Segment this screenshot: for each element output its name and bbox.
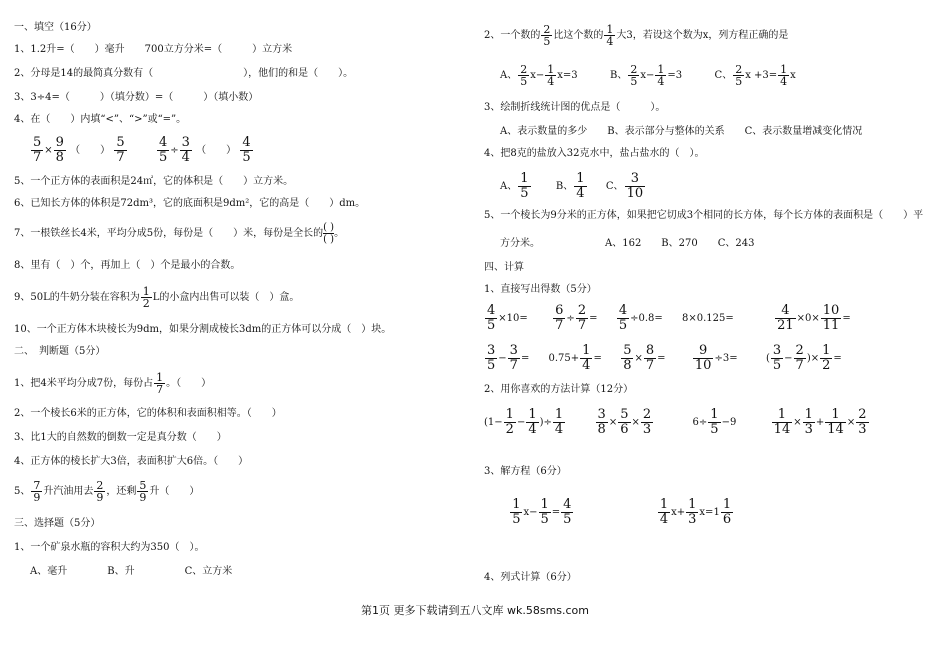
choice-q1-options: A、毫升 B、升 C、立方米 [30,566,233,577]
fraction: $\frac{3}{10}$ [626,171,644,201]
fraction: $\frac{3}{7}$ [509,343,518,373]
fill-q4-compare-row: $\frac{5}{7}$ × $\frac{9}{8}$ （ ） $\frac{5}{7}$ $\frac{4}{5}$ ÷ $\frac{3}{4}$ （ ） $\frac{4}{5}$ [33,135,251,165]
fraction: $\frac{1}{4}$ [606,23,614,48]
fraction: $\frac{2}{5}$ [630,63,638,88]
calc-k1-row2: $\frac{3}{5}$ − $\frac{3}{7}$ = 0.75+ $\frac{1}{4}$ = $\frac{5}{8}$ × $\frac{8}{7}$ = $\frac{9}{10}$ ÷3= ( $\frac{3}{5}$ − $\frac{2}{7}$ )× $\frac{1}{2}$ = [487,343,842,373]
fraction: $\frac{2}{5}$ [520,63,528,88]
fraction: $\frac{1}{4}$ [554,407,564,437]
fill-q8: 8、里有（ ）个，再加上（ ）个是最小的合数。 [14,260,241,271]
fraction: $\frac{5}{8}$ [623,343,632,373]
fraction: $\frac{1}{4}$ [547,63,555,88]
fraction: $\frac{2}{3}$ [858,407,867,437]
section-choice-title: 三、选择题（5分） [14,518,101,529]
fraction: $\frac{7}{9}$ [33,479,41,504]
fraction: $\frac{3}{4}$ [181,135,190,165]
section-calc-title: 四、计算 [484,262,524,273]
judge-q3: 3、比1大的自然数的倒数一定是真分数（ ） [14,432,227,443]
fraction: $\frac{10}{11}$ [822,303,840,333]
calc-k2-row: (1− $\frac{1}{2}$ − $\frac{1}{4}$ )÷ $\frac{1}{4}$ $\frac{3}{8}$ × $\frac{5}{6}$ × $\frac{2}{3}$ 6÷ $\frac{1}{5}$ −9 $\frac{1}{14}$ × $\frac{1}{3}$ + $\frac{1}{14}$ × $\frac{2}{3}$ [484,407,867,437]
section-fill-blank-title: 一、填空（16分） [14,22,97,33]
fraction: $\frac{9}{10}$ [694,343,712,373]
fraction: $\frac{1}{7}$ [156,371,164,396]
fraction: $\frac{1}{2}$ [822,343,831,373]
fraction: $\frac{2}{5}$ [543,23,551,48]
fraction: $\frac{4}{5}$ [487,303,496,333]
fraction: $\frac{1}{4}$ [576,171,585,201]
fraction: $\frac{1}{5}$ [710,407,719,437]
fraction: $\frac{4}{5}$ [242,135,251,165]
choice-q3: 3、绘制折线统计图的优点是（ ）。 [484,102,666,113]
fraction: $\frac{9}{8}$ [55,135,64,165]
judge-q5: 5、 $\frac{7}{9}$ 升汽油用去 $\frac{2}{9}$ ，还剩 $\frac{5}{9}$ 升（ ） [14,479,200,504]
choice-q2-options: A、 $\frac{2}{5}$ x− $\frac{1}{4}$ x=3 B、 $\frac{2}{5}$ x− $\frac{1}{4}$ =3 C、 $\frac{2}{5}$ x +3= $\frac{1}{4}$ x [500,63,796,88]
fraction: $\frac{4}{5}$ [563,497,572,527]
calc-k4: 4、列式计算（6分） [484,572,577,583]
fill-q7: 7、一根铁丝长4米，平均分成5份，每份是（ ）米，每份是全长的 $\frac{( )}{( )}$ 。 [14,222,345,245]
fraction: $\frac{2}{5}$ [735,63,743,88]
choice-q1: 1、一个矿泉水瓶的容积大约为350（ ）。 [14,542,205,553]
fraction: $\frac{1}{4}$ [780,63,788,88]
fraction: $\frac{3}{5}$ [487,343,496,373]
calc-k3: 3、解方程（6分） [484,466,567,477]
fraction: $\frac{2}{9}$ [96,479,104,504]
fill-q2: 2、分母是14的最简真分数有（ ），他们的和是（ ）。 [14,68,354,79]
fraction: $\frac{1}{5}$ [512,497,521,527]
fill-q9: 9、50L的牛奶分装在容积为 $\frac{1}{2}$ L的小盒内出售可以装（ ）盒。 [14,285,300,310]
fraction: $\frac{5}{6}$ [620,407,629,437]
fraction: $\frac{1}{6}$ [722,497,732,527]
calc-k2: 2、用你喜欢的方法计算（12分） [484,384,634,395]
fraction: $\frac{1}{4}$ [582,343,591,373]
judge-q2: 2、一个棱长6米的正方体，它的体积和表面积相等。（ ） [14,408,282,419]
choice-q5: 5、一个棱长为9分米的正方体，如果把它切成3个相同的长方体，每个长方体的表面积是（ ）平 [484,210,924,221]
fraction: $\frac{1}{3}$ [688,497,697,527]
fraction: $\frac{1}{2}$ [142,285,150,310]
judge-q1: 1、把4米平均分成7份，每份占 $\frac{1}{7}$ 。（ ） [14,371,212,396]
fraction: $\frac{6}{7}$ [555,303,564,333]
fraction-blank: $\frac{( )}{( )}$ [323,222,335,245]
choice-q4: 4、把8克的盐放入32克水中，盐占盐水的（ ）。 [484,148,705,159]
calc-k1: 1、直接写出得数（5分） [484,284,597,295]
fraction: $\frac{1}{5}$ [520,171,529,201]
fraction: $\frac{1}{14}$ [773,407,791,437]
fraction: $\frac{2}{7}$ [795,343,804,373]
fraction: $\frac{1}{4}$ [659,497,669,527]
fill-q5: 5、一个正方体的表面积是24㎡，它的体积是（ ）立方米。 [14,176,294,187]
choice-q2: 2、一个数的 $\frac{2}{5}$ 比这个数的 $\frac{1}{4}$ 大3，若设这个数为x，列方程正确的是 [484,23,789,48]
fraction: $\frac{1}{3}$ [804,407,813,437]
fill-q1: 1、1.2升=（ ）毫升 700立方分米=（ ）立方米 [14,44,293,55]
fraction: $\frac{4}{21}$ [777,303,794,333]
fill-q6: 6、已知长方体的体积是72dm³，它的底面积是9dm²，它的高是（ ）dm。 [14,198,366,209]
fraction: $\frac{5}{7}$ [116,135,125,165]
fraction: $\frac{5}{7}$ [33,135,42,165]
fill-q4: 4、在（ ）内填“<”、“>”或“=”。 [14,114,187,125]
fraction: $\frac{3}{8}$ [597,407,606,437]
fill-q3: 3、3÷4=（ ）（填分数）=（ ）（填小数） [14,92,259,103]
fill-q10: 10、一个正方体木块棱长为9dm，如果分割成棱长3dm的正方体可以分成（ ）块。 [14,324,392,335]
fraction: $\frac{1}{2}$ [505,407,514,437]
choice-q4-options: A、 $\frac{1}{5}$ B、 $\frac{1}{4}$ C、 $\frac{3}{10}$ [500,171,644,201]
page-footer: 第1页 更多下载请到五八文库 wk.58sms.com [360,604,590,617]
fraction: $\frac{4}{5}$ [158,135,168,165]
fraction: $\frac{1}{4}$ [528,407,537,437]
judge-q4: 4、正方体的棱长扩大3倍，表面积扩大6倍。（ ） [14,456,249,467]
choice-q5-cont: 方分米。 A、162 B、270 C、243 [500,238,755,249]
fraction: $\frac{1}{14}$ [827,407,844,437]
section-judge-title: 二、 判断题（5分） [14,346,106,357]
calc-k1-row1: $\frac{4}{5}$ ×10= $\frac{6}{7}$ ÷ $\frac{2}{7}$ = $\frac{4}{5}$ ÷0.8= 8×0.125= $\frac{4}{21}$ ×0× $\frac{10}{11}$ = [487,303,851,333]
fraction: $\frac{4}{5}$ [618,303,628,333]
fraction: $\frac{5}{9}$ [139,479,147,504]
fraction: $\frac{2}{7}$ [577,303,587,333]
calc-k3-row: $\frac{1}{5}$ x− $\frac{1}{5}$ = $\frac{4}{5}$ $\frac{1}{4}$ x+ $\frac{1}{3}$ x=1 $\frac{1}{6}$ [512,497,732,527]
fraction: $\frac{1}{5}$ [540,497,549,527]
fraction: $\frac{2}{3}$ [642,407,652,437]
fraction: $\frac{1}{4}$ [657,63,665,88]
fraction: $\frac{3}{5}$ [772,343,782,373]
choice-q3-options: A、表示数量的多少 B、表示部分与整体的关系 C、表示数量增减变化情况 [500,126,863,137]
fraction: $\frac{8}{7}$ [645,343,655,373]
